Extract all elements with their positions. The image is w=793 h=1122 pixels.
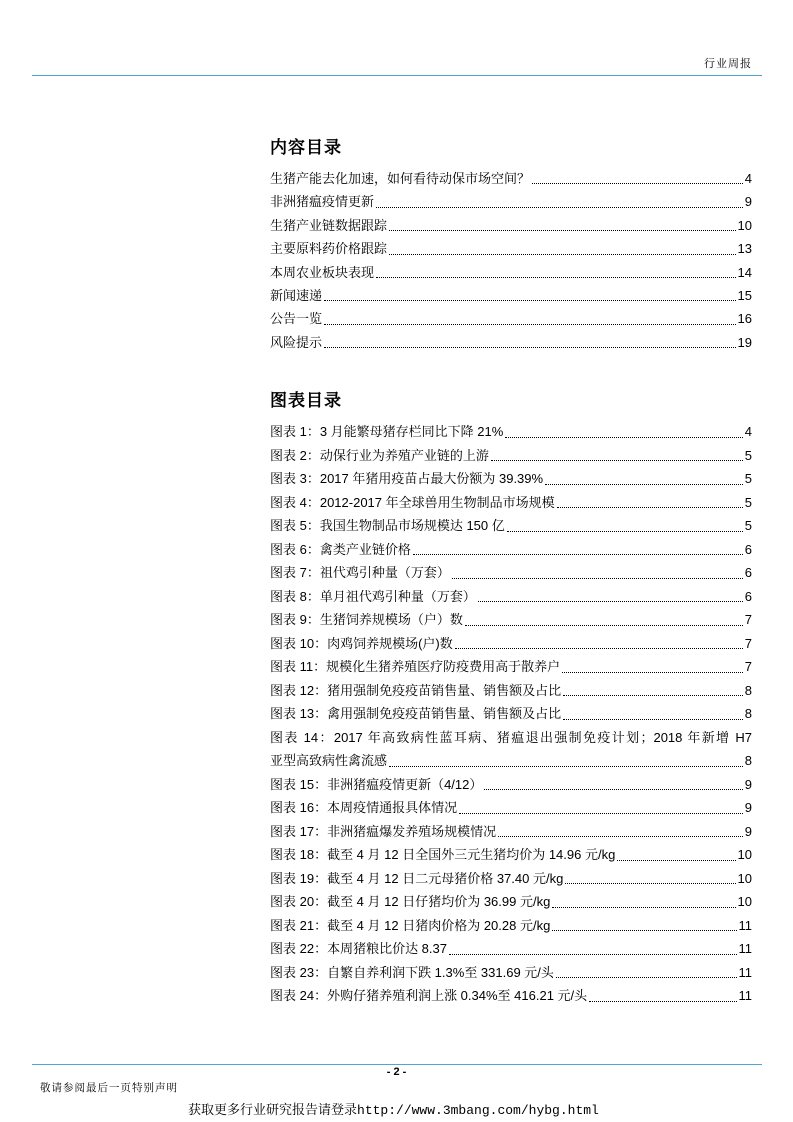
figure-entry[interactable]	[270, 914, 752, 938]
dot-leader	[498, 836, 743, 837]
figure-entry[interactable]	[270, 467, 752, 491]
toc-entry[interactable]	[270, 331, 752, 354]
figure-entry[interactable]	[270, 796, 752, 820]
figures-heading: 图表目录	[270, 391, 342, 411]
figure-entry[interactable]	[270, 726, 752, 773]
figure-entry-label: 图表 16：本周疫情通报具体情况	[270, 800, 458, 815]
figure-entry[interactable]	[270, 585, 752, 609]
figure-entry[interactable]	[270, 444, 752, 468]
dot-leader	[589, 1001, 736, 1002]
toc-entry-page: 16	[737, 311, 752, 327]
figure-entry[interactable]	[270, 538, 752, 562]
figure-entry-label: 图表 15：非洲猪瘟疫情更新（4/12）	[270, 776, 483, 792]
report-type-label: 行业周报	[704, 58, 752, 70]
dot-leader	[452, 578, 743, 579]
dot-leader	[459, 813, 743, 814]
dot-leader	[562, 672, 743, 673]
dot-leader	[545, 484, 743, 485]
toc-entry[interactable]	[270, 261, 752, 284]
dot-leader	[491, 460, 743, 461]
figure-entry[interactable]	[270, 608, 752, 632]
dot-leader	[552, 930, 736, 931]
figure-entry-label: 图表 12：猪用强制免疫疫苗销售量、销售额及占比	[270, 682, 562, 698]
dot-leader	[324, 300, 736, 301]
figure-entry-page: 11	[738, 964, 752, 980]
dot-leader	[449, 954, 737, 955]
dot-leader	[484, 789, 742, 790]
figure-entry-label: 图表 14：2017 年高致病性蓝耳病、猪瘟退出强制免疫计划；2018 年新增 H7	[270, 729, 752, 745]
figure-entry[interactable]	[270, 773, 752, 797]
figure-entry-page: 8	[744, 682, 752, 698]
dot-leader	[507, 531, 743, 532]
figure-entry[interactable]	[270, 937, 752, 961]
figure-entry-page: 6	[744, 541, 752, 557]
toc-entry-title: 非洲猪瘟疫情更新	[270, 194, 375, 210]
figure-entry-label: 图表 7：祖代鸡引种量（万套）	[270, 565, 450, 580]
figure-entry-page: 7	[744, 659, 752, 674]
dot-leader	[552, 907, 735, 908]
figure-entry[interactable]	[270, 820, 752, 844]
figure-entry-label: 图表 13：禽用强制免疫疫苗销售量、销售额及占比	[270, 706, 562, 721]
dot-leader	[455, 648, 743, 649]
figure-entry-label: 图表 24：外购仔猪养殖利润上涨 0.34%至 416.21 元/头	[270, 988, 588, 1003]
figure-entry-page: 5	[744, 471, 752, 486]
figure-entry-label: 图表 11：规模化生猪养殖医疗防疫费用高于散养户	[270, 659, 561, 674]
figure-entry-page: 7	[744, 612, 752, 627]
promo-link[interactable]: http://www.3mbang.com/hybg.html	[357, 1103, 599, 1118]
figure-entry-label-continued: 亚型高致病性禽流感	[270, 753, 388, 768]
toc-entry-page: 10	[737, 217, 752, 233]
figure-entry-label: 图表 6：禽类产业链价格	[270, 541, 411, 557]
dot-leader	[565, 883, 735, 884]
header-divider	[32, 75, 762, 76]
disclaimer-note: 敬请参阅最后一页特别声明	[40, 1082, 178, 1094]
figure-entry-page: 10	[737, 847, 752, 862]
toc-entry-title: 风险提示	[270, 334, 323, 350]
figure-entry[interactable]	[270, 491, 752, 515]
figure-entry-label: 图表 21：截至 4 月 12 日猪肉价格为 20.28 元/kg	[270, 917, 551, 933]
dot-leader	[324, 324, 736, 325]
figure-entry[interactable]	[270, 679, 752, 703]
figure-entry-label: 图表 3：2017 年猪用疫苗占最大份额为 39.39%	[270, 471, 544, 486]
dot-leader	[556, 977, 737, 978]
figure-entry-page: 8	[744, 706, 752, 721]
dot-leader	[413, 554, 743, 555]
figure-entry-page: 7	[744, 635, 752, 651]
figure-entry[interactable]	[270, 843, 752, 867]
toc-entry[interactable]	[270, 237, 752, 260]
toc-entry-page: 9	[744, 194, 752, 210]
toc-entry[interactable]	[270, 190, 752, 213]
figure-entry-page: 9	[744, 776, 752, 792]
dot-leader	[389, 254, 736, 255]
dot-leader	[324, 347, 736, 348]
toc-entry-title: 生猪产能去化加速，如何看待动保市场空间？	[270, 170, 531, 186]
figure-entry-label: 图表 5：我国生物制品市场规模达 150 亿	[270, 518, 505, 533]
promo-line	[188, 1102, 599, 1119]
figure-entry-page: 10	[737, 894, 752, 909]
figure-entry-label: 图表 22：本周猪粮比价达 8.37	[270, 941, 447, 956]
toc-entry[interactable]	[270, 214, 752, 237]
toc-entry-page: 15	[737, 287, 752, 303]
toc-entry[interactable]	[270, 167, 752, 190]
dot-leader	[376, 277, 736, 278]
figure-entry[interactable]	[270, 867, 752, 891]
figure-entry[interactable]	[270, 702, 752, 726]
dot-leader	[376, 207, 743, 208]
toc-entry-page: 13	[737, 241, 752, 257]
figure-entry-continuation	[270, 749, 752, 773]
contents-heading: 内容目录	[270, 138, 342, 158]
toc-entry-page: 4	[744, 170, 752, 186]
toc-entry-title: 本周农业板块表现	[270, 264, 375, 280]
toc-entry[interactable]	[270, 307, 752, 330]
figures-list	[270, 420, 752, 1008]
figure-entry-label: 图表 18：截至 4 月 12 日全国外三元生猪均价为 14.96 元/kg	[270, 847, 616, 862]
dot-leader	[465, 625, 743, 626]
figure-entry-page: 10	[737, 870, 752, 886]
figure-entry-page: 11	[738, 988, 752, 1003]
figure-entry-page: 5	[744, 518, 752, 533]
dot-leader	[478, 601, 743, 602]
figure-entry-page: 11	[738, 917, 752, 933]
dot-leader	[563, 695, 743, 696]
dot-leader	[557, 507, 743, 508]
figure-entry-page: 4	[744, 424, 752, 439]
dot-leader	[563, 719, 743, 720]
page-number: - 2 -	[386, 1066, 407, 1078]
figure-entry-page: 5	[744, 447, 752, 463]
toc-entry-page: 14	[737, 264, 752, 280]
contents-list	[270, 167, 752, 354]
dot-leader	[389, 766, 743, 767]
dot-leader	[389, 230, 736, 231]
figure-entry-page: 8	[744, 753, 752, 768]
toc-entry-title: 主要原料药价格跟踪	[270, 241, 388, 257]
figure-entry-label: 图表 9：生猪饲养规模场（户）数	[270, 612, 463, 627]
promo-text: 获取更多行业研究报告请登录	[188, 1102, 358, 1117]
figure-entry-label: 图表 2：动保行业为养殖产业链的上游	[270, 447, 489, 463]
figure-entry[interactable]	[270, 984, 752, 1008]
figure-entry-page: 9	[744, 800, 752, 815]
figure-entry-page: 5	[744, 494, 752, 510]
toc-entry-title: 生猪产业链数据跟踪	[270, 217, 388, 233]
figure-entry[interactable]	[270, 514, 752, 538]
figure-entry-label: 图表 19：截至 4 月 12 日二元母猪价格 37.40 元/kg	[270, 870, 564, 886]
figure-entry-page: 11	[738, 941, 752, 956]
toc-entry[interactable]	[270, 284, 752, 307]
dot-leader	[617, 860, 735, 861]
figure-entry-label: 图表 8：单月祖代鸡引种量（万套）	[270, 588, 476, 604]
toc-entry-title: 新闻速递	[270, 287, 323, 303]
figure-entry[interactable]	[270, 890, 752, 914]
dot-leader	[505, 437, 742, 438]
figure-entry-page: 6	[744, 565, 752, 580]
figure-entry-page: 6	[744, 588, 752, 604]
figure-entry[interactable]	[270, 632, 752, 656]
figure-entry-label: 图表 1：3 月能繁母猪存栏同比下降 21%	[270, 424, 504, 439]
figure-entry[interactable]	[270, 961, 752, 985]
figure-entry[interactable]	[270, 420, 752, 444]
figure-entry-label: 图表 10：肉鸡饲养规模场(户)数	[270, 635, 453, 651]
figure-entry-label: 图表 4：2012-2017 年全球兽用生物制品市场规模	[270, 494, 555, 510]
toc-entry-title: 公告一览	[270, 311, 323, 327]
figure-entry[interactable]	[270, 561, 752, 585]
figure-entry-page: 9	[744, 823, 752, 839]
figure-entry-label: 图表 20：截至 4 月 12 日仔猪均价为 36.99 元/kg	[270, 894, 551, 909]
figure-entry[interactable]	[270, 655, 752, 679]
figure-entry-label: 图表 17：非洲猪瘟爆发养殖场规模情况	[270, 823, 497, 839]
dot-leader	[532, 183, 743, 184]
figure-entry-label: 图表 23：自繁自养利润下跌 1.3%至 331.69 元/头	[270, 964, 554, 980]
toc-entry-page: 19	[737, 334, 752, 350]
